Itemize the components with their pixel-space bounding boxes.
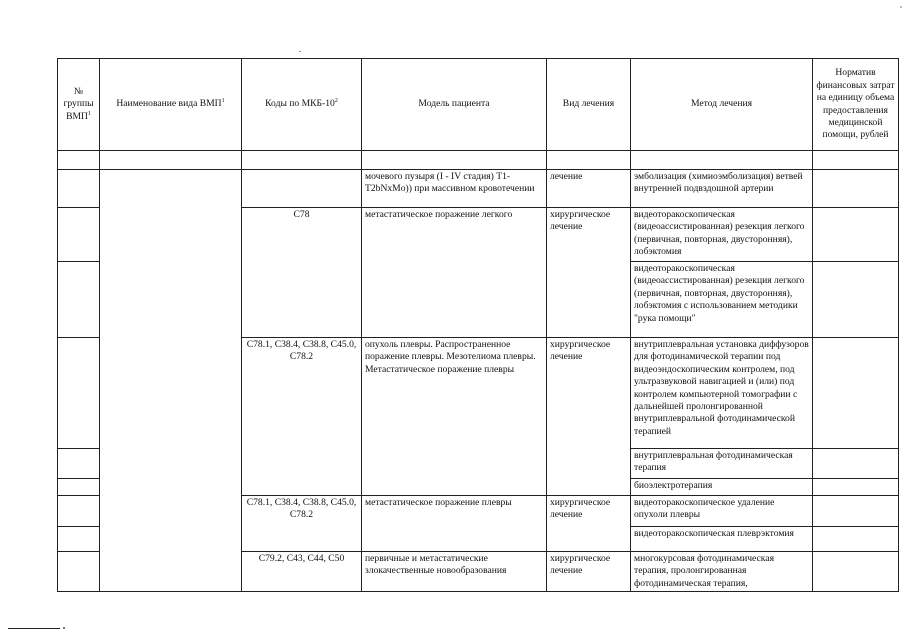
cell-patient-model: первичные и метастатические злокачественные новообразования (362, 552, 547, 592)
cell-treatment-type: хирургическое лечение (547, 496, 631, 552)
cell-treatment-type: хирургическое лечение (547, 208, 631, 338)
cell-treatment-type: лечение (547, 170, 631, 208)
header-treatment-type: Вид лечения (547, 59, 631, 151)
scan-mark (63, 627, 65, 629)
cell-treatment-method: видеоторакоскопическая (видеоассистированная) резекция легкого (первичная, повторная, двусторонняя), лобэктомия (631, 208, 813, 262)
cell-icd-codes: C78 (242, 208, 362, 338)
cell-treatment-type: хирургическое лечение (547, 338, 631, 496)
cell-treatment-method: внутриплевральная фотодинамическая терапия (631, 449, 813, 479)
footnote-separator (8, 628, 60, 629)
header-group-number: № группы ВМП$^1$ (58, 59, 100, 151)
table-spacer-row (58, 151, 899, 170)
cell-patient-model: опухоль плевры. Распространенное поражение плевры. Мезотелиома плевры. Метастатическое поражение плевры (362, 338, 547, 496)
cell-treatment-method: эмболизация (химиоэмболизация) ветвей внутренней подвздошной артерии (631, 170, 813, 208)
header-icd-codes: Коды по МКБ-$10^2$ (242, 59, 362, 151)
cell-patient-model: мочевого пузыря (I - IV стадия) T1-T2bNxMo)) при массивном кровотечении (362, 170, 547, 208)
cell-icd-codes: C79.2, C43, C44, C50 (242, 552, 362, 592)
header-treatment-method: Метод лечения (631, 59, 813, 151)
cell-icd-codes: C78.1, C38.4, C38.8, C45.0, C78.2 (242, 338, 362, 496)
table-row (58, 170, 899, 208)
cell-patient-model: метастатическое поражение плевры (362, 496, 547, 552)
vmp-name-cell (100, 170, 242, 592)
header-patient-model: Модель пациента (362, 59, 547, 151)
scan-mark (299, 51, 301, 52)
cell-treatment-method: видеоторакоскопическая (видеоассистированная) резекция легкого (первичная, повторная, двусторонняя), лобэктомия с использованием методики "рука помощи" (631, 262, 813, 338)
cell-treatment-type: хирургическое лечение (547, 552, 631, 592)
cell-treatment-method: многокурсовая фотодинамическая терапия, пролонгированная фотодинамическая терапия, (631, 552, 813, 592)
cell-treatment-method: видеоторакоскопическое удаление опухоли плевры (631, 496, 813, 527)
cell-patient-model: метастатическое поражение легкого (362, 208, 547, 338)
table-header-row (58, 59, 899, 151)
scan-mark (900, 6, 902, 8)
cell-treatment-method: видеоторакоскопическая плеврэктомия (631, 527, 813, 552)
header-vmp-name: Наименование вида ВМП$^1$ (100, 59, 242, 151)
header-cost-norm: Норматив финансовых затрат на единицу объема предоставления медицинской помощи, рублей (813, 59, 899, 151)
cell-treatment-method: биоэлектротерапия (631, 479, 813, 496)
cell-treatment-method: внутриплевральная установка диффузоров для фотодинамической терапии под видеоэндоскопическим контролем, под ультразвуковой навигацией и (или) под контролем компьютерной томографии с дальнейшей пролонгированной внутриплевральной фотодинамической терапией (631, 338, 813, 449)
cell-icd-codes: C78.1, C38.4, C38.8, C45.0, C78.2 (242, 496, 362, 552)
vmp-table (57, 58, 899, 592)
